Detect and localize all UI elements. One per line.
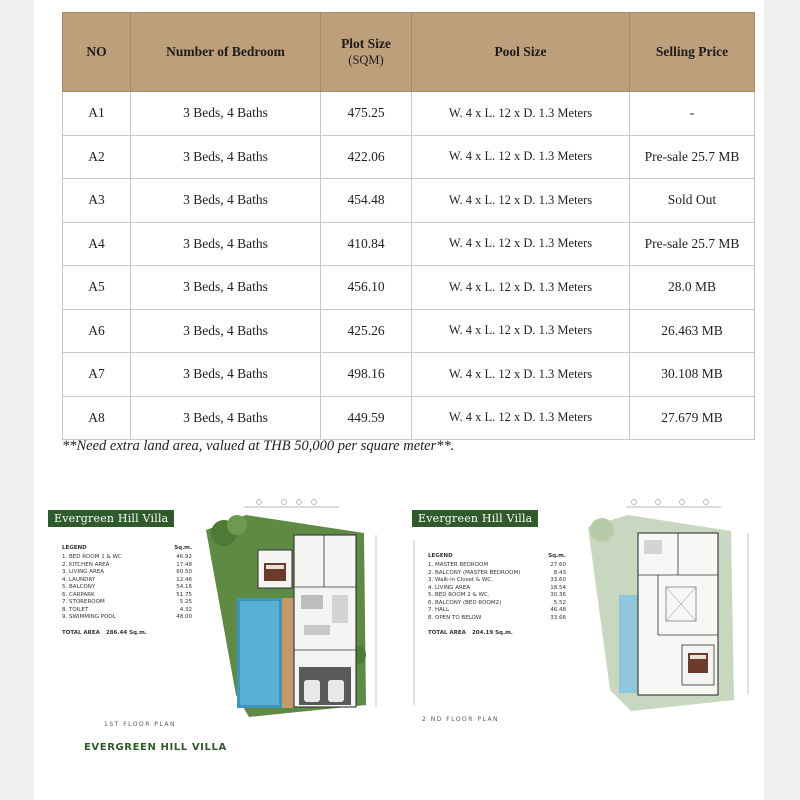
plan2-legend-label: LEGEND <box>428 553 453 559</box>
plan1-legend-item <box>62 577 192 585</box>
plan1-legend-item <box>62 599 192 607</box>
plan2-legend-item-area: 5.52 <box>553 599 566 606</box>
plan2-legend-item-name: 7. HALL <box>428 607 450 613</box>
plan2-legend-item <box>428 615 566 623</box>
unit-number-cell: A5 <box>63 266 131 310</box>
pool-size-cell: W. 4 x L. 12 x D. 1.3 Meters <box>412 309 630 353</box>
plan2-legend-item-area: 33.66 <box>550 614 566 621</box>
plan2-title: Evergreen Hill Villa <box>412 510 538 527</box>
plan1-legend-item-area: 5.25 <box>179 599 192 605</box>
pool-size-cell: W. 4 x L. 12 x D. 1.3 Meters <box>412 222 630 266</box>
bedrooms-cell: 3 Beds, 4 Baths <box>131 309 321 353</box>
plan1-legend-item <box>62 554 192 562</box>
plan2-legend-item <box>428 607 566 615</box>
selling-price-cell: 28.0 MB <box>630 266 755 310</box>
table-row <box>63 179 755 223</box>
plan1-legend-item-name: 3. LIVING AREA <box>62 569 105 575</box>
plan2-legend-item <box>428 562 566 570</box>
selling-price-cell: Sold Out <box>630 179 755 223</box>
plot-size-cell: 422.06 <box>321 135 412 179</box>
header-bedrooms: Number of Bedroom <box>131 13 321 92</box>
plan1-legend-item <box>62 584 192 592</box>
plan1-legend-item-name: 8. TOILET <box>62 606 89 613</box>
plan2-unit-label: Sq.m. <box>548 553 566 559</box>
plan1-legend-item <box>62 607 192 615</box>
plan2-legend-item-name: 8. OPEN TO BELOW <box>428 614 482 621</box>
plan1-legend-header <box>62 545 192 551</box>
header-no: NO <box>63 13 131 92</box>
plan2-legend-item-name: 5. BED ROOM 2 & WC. <box>428 592 490 598</box>
plan1-legend-item-name: 6. CARPARK <box>62 591 95 598</box>
selling-price-cell: 30.108 MB <box>630 353 755 397</box>
plan2-legend-item-area: 27.60 <box>550 562 566 568</box>
selling-price-cell: Pre-sale 25.7 MB <box>630 135 755 179</box>
unit-number-cell: A1 <box>63 92 131 136</box>
plan2-legend-item-name: 4. LIVING AREA <box>428 584 471 591</box>
plan1-legend-item <box>62 562 192 570</box>
plan2-total <box>428 630 566 636</box>
plan2-legend-item-area: 46.48 <box>550 607 566 613</box>
plan1-title: Evergreen Hill Villa <box>48 510 174 527</box>
bedrooms-cell: 3 Beds, 4 Baths <box>131 353 321 397</box>
table-header-row <box>63 13 755 92</box>
plan1-legend-item <box>62 592 192 600</box>
unit-number-cell: A3 <box>63 179 131 223</box>
bedrooms-cell: 3 Beds, 4 Baths <box>131 92 321 136</box>
land-area-note: **Need extra land area, valued at THB 50,000 per square meter**. <box>62 438 455 454</box>
second-floor-plan-drawing <box>586 495 766 720</box>
plan1-legend-item-area: 46.92 <box>176 554 192 560</box>
plan1-unit-label: Sq.m. <box>174 545 192 551</box>
pool-size-cell: W. 4 x L. 12 x D. 1.3 Meters <box>412 396 630 440</box>
plan2-legend-item-name: 3. Walk-in Closet & WC. <box>428 577 493 583</box>
pool-size-cell: W. 4 x L. 12 x D. 1.3 Meters <box>412 135 630 179</box>
table-row <box>63 309 755 353</box>
plan2-legend-item-name: 2. BALCONY (MASTER BEDROOM) <box>428 569 521 576</box>
table-row <box>63 266 755 310</box>
table-row <box>63 92 755 136</box>
selling-price-cell: Pre-sale 25.7 MB <box>630 222 755 266</box>
pool-size-cell: W. 4 x L. 12 x D. 1.3 Meters <box>412 353 630 397</box>
plan1-legend-label: LEGEND <box>62 545 87 551</box>
plot-size-cell: 425.26 <box>321 309 412 353</box>
plot-size-cell: 475.25 <box>321 92 412 136</box>
plan1-legend-item-area: 17.48 <box>176 561 192 568</box>
plan1-legend-item <box>62 569 192 577</box>
plan1-legend-item-name: 7. STOREROOM <box>62 599 105 605</box>
header-selling-price: Selling Price <box>630 13 755 92</box>
header-pool-size: Pool Size <box>412 13 630 92</box>
plan1-legend-item-name: 1. BED ROOM 1 & WC <box>62 554 122 560</box>
table-row <box>63 222 755 266</box>
plan2-total-value: 204.19 Sq.m. <box>471 630 513 636</box>
selling-price-cell: 26.463 MB <box>630 309 755 353</box>
plan1-legend-item-area: 12.46 <box>176 576 192 583</box>
plan2-total-label: TOTAL AREA <box>428 630 466 636</box>
bedrooms-cell: 3 Beds, 4 Baths <box>131 179 321 223</box>
plan1-legend-item-area: 60.50 <box>176 569 192 575</box>
plan1-legend-item-area: 48.00 <box>176 614 192 620</box>
plan1-floor-label: 1ST FLOOR PLAN <box>104 721 176 728</box>
pool-size-cell: W. 4 x L. 12 x D. 1.3 Meters <box>412 179 630 223</box>
plan2-legend-item-area: 8.43 <box>553 569 566 576</box>
bedrooms-cell: 3 Beds, 4 Baths <box>131 222 321 266</box>
plot-size-cell: 449.59 <box>321 396 412 440</box>
plot-size-cell: 410.84 <box>321 222 412 266</box>
plan2-legend-item <box>428 600 566 608</box>
pool-size-cell: W. 4 x L. 12 x D. 1.3 Meters <box>412 92 630 136</box>
plan2-legend-header <box>428 553 566 559</box>
plot-size-cell: 456.10 <box>321 266 412 310</box>
plan2-legend-item <box>428 577 566 585</box>
unit-number-cell: A2 <box>63 135 131 179</box>
plan2-legend-item-area: 33.60 <box>550 577 566 583</box>
first-floor-plan-drawing <box>204 495 384 720</box>
unit-number-cell: A8 <box>63 396 131 440</box>
villa-name-caption: EVERGREEN HILL VILLA <box>84 742 227 753</box>
plan1-total-label: TOTAL AREA <box>62 629 100 636</box>
first-floor-plan-panel <box>44 495 384 765</box>
plan2-legend-item-name: 6. BALCONY (BED ROOM2) <box>428 599 502 606</box>
bedrooms-cell: 3 Beds, 4 Baths <box>131 135 321 179</box>
table-row <box>63 396 755 440</box>
plan2-floor-label: 2 ND FLOOR PLAN <box>422 716 500 723</box>
table-row <box>63 135 755 179</box>
bedrooms-cell: 3 Beds, 4 Baths <box>131 396 321 440</box>
plan1-legend-item <box>62 614 192 622</box>
plan1-legend-item-area: 51.75 <box>176 591 192 598</box>
plan1-legend-item-name: 5. BALCONY <box>62 584 96 590</box>
header-plot-label: Plot Size <box>341 36 391 51</box>
plan1-legend-rows <box>62 554 192 622</box>
header-plot-unit: (SQM) <box>348 53 384 67</box>
plan2-legend <box>428 553 566 636</box>
pool-size-cell: W. 4 x L. 12 x D. 1.3 Meters <box>412 266 630 310</box>
plan2-legend-item <box>428 585 566 593</box>
header-plot-size <box>321 13 412 92</box>
plan2-legend-item <box>428 592 566 600</box>
plot-size-cell: 454.48 <box>321 179 412 223</box>
unit-number-cell: A6 <box>63 309 131 353</box>
villa-units-table <box>62 12 755 440</box>
plan1-legend-item-name: 9. SWIMMING POOL <box>62 614 116 620</box>
plan1-total-value: 286.44 Sq.m. <box>105 629 147 636</box>
plan1-total <box>62 630 192 636</box>
plan2-legend-item-name: 1. MASTER BEDROOM <box>428 562 489 568</box>
plan2-legend-item-area: 30.36 <box>550 592 566 598</box>
plan1-legend <box>62 545 192 636</box>
selling-price-cell: - <box>630 92 755 136</box>
plan2-left-dimension-line <box>408 535 420 710</box>
plan2-legend-item-area: 18.54 <box>550 584 566 591</box>
bedrooms-cell: 3 Beds, 4 Baths <box>131 266 321 310</box>
unit-number-cell: A4 <box>63 222 131 266</box>
plan1-legend-item-area: 54.16 <box>176 584 192 590</box>
plan2-legend-rows <box>428 562 566 622</box>
unit-number-cell: A7 <box>63 353 131 397</box>
selling-price-cell: 27.679 MB <box>630 396 755 440</box>
table-body <box>63 92 755 440</box>
plan2-legend-item <box>428 570 566 578</box>
table-row <box>63 353 755 397</box>
plan1-legend-item-name: 4. LAUNDRY <box>62 576 96 583</box>
plan1-legend-item-name: 2. KITCHEN AREA <box>62 561 110 568</box>
plot-size-cell: 498.16 <box>321 353 412 397</box>
second-floor-plan-panel <box>408 495 768 765</box>
plan1-legend-item-area: 4.32 <box>179 606 192 613</box>
